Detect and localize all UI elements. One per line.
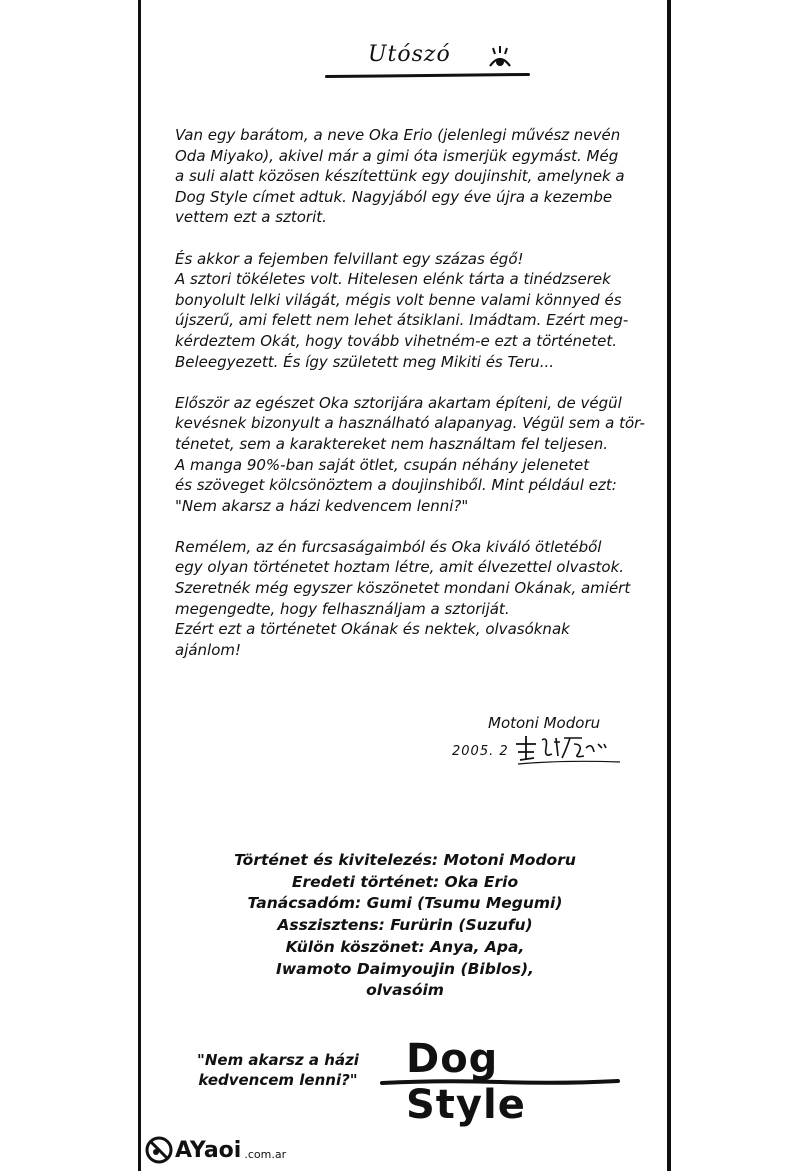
logo-brush-underline — [380, 1078, 620, 1086]
credits-line: Külön köszönet: Anya, Apa, — [285, 937, 525, 956]
credits-block — [205, 850, 605, 1002]
text-line: Van egy barátom, a neve Oka Erio (jelenlegi művész nevén — [175, 126, 621, 144]
text-line: egy olyan történetet hoztam létre, amit élvezettel olvastok. — [175, 558, 625, 577]
right-border-line — [667, 0, 671, 1171]
text-line: Szeretnék még egyszer köszönetet mondani Okának, amiért — [175, 579, 631, 598]
title-underline — [325, 73, 530, 78]
text-line: A manga 90%-ban saját ötlet, csupán néhány jelenetet — [175, 455, 590, 474]
text-line: ajánlom! — [175, 640, 242, 659]
text-line: Remélem, az én furcsaságaimból és Oka kiváló ötletéből — [175, 537, 602, 556]
tagline-quote — [188, 1050, 368, 1090]
text-line: Oda Miyako), akivel már a gimi óta ismerjük egymást. Még — [175, 146, 619, 165]
quote-line-2: kedvencem lenni?" — [198, 1071, 358, 1089]
text-line: Először az egészet Oka sztoriјára akartam építeni, de végül — [175, 393, 622, 412]
credits-line: Tanácsadóm: Gumi (Tsumu Megumi) — [247, 894, 563, 913]
text-line: Ezért ezt a történetet Okának és nektek, olvasóknak — [175, 620, 570, 639]
doodle-eye-icon — [487, 44, 513, 70]
paragraph-3 — [175, 393, 655, 517]
text-line: megengedte, hogy felhasználjam a sztoriját. — [175, 599, 510, 618]
text-line: ténetet, sem a karaktereket nem használtam fel teljesen. — [175, 434, 609, 453]
watermark-domain: .com.ar — [244, 1147, 287, 1161]
text-line: és szöveget kölcsönöztem a doujinshiből. Mint például ezt: — [175, 476, 617, 495]
paragraph-4 — [175, 537, 655, 661]
text-line: És akkor a fejemben felvillant egy százas égő! — [175, 249, 524, 268]
dog-style-logo — [380, 1030, 630, 1128]
text-line: bonyolult lelki világát, mégis volt benne valami könnyed és — [175, 290, 622, 309]
credits-line: olvasóim — [366, 981, 444, 1000]
text-line: kevésnek bizonyult a használható alapanyag. Végül sem a tör- — [175, 414, 645, 433]
credits-line: Iwamoto Daimyoujin (Biblos), — [276, 959, 534, 978]
left-border-line — [138, 0, 141, 1171]
text-line: A sztori tökéletes volt. Hitelesen elénk tárta a tinédzserek — [175, 270, 611, 289]
logo-text: Dog Style — [406, 1036, 526, 1128]
signature-date: 2005. 2 — [452, 744, 509, 759]
text-line: Dog Style címet adtuk. Nagyjából egy éve újra a kezembe — [175, 187, 613, 206]
text-line: a suli alatt közösen készítettünk egy doujinshit, amelynek a — [175, 167, 625, 186]
site-watermark — [145, 1135, 286, 1165]
credits-line: Eredeti történet: Oka Erio — [291, 872, 519, 891]
handwritten-signature — [512, 734, 624, 768]
text-line: "Nem akarsz a házi kedvencem lenni?" — [175, 496, 469, 515]
quote-line-1: "Nem akarsz a házi — [197, 1051, 359, 1069]
signature-name: Motoni Modoru — [488, 714, 601, 732]
afterword-body — [175, 125, 655, 681]
paragraph-2 — [175, 249, 655, 373]
paragraph-1 — [175, 125, 655, 228]
text-line: vettem ezt a sztorit. — [175, 208, 327, 227]
no-entry-icon — [145, 1136, 173, 1164]
text-line: Beleegyezett. És így született meg Mikiti és Teru... — [175, 352, 555, 371]
credits-line: Történet és kivitelezés: Motoni Modoru — [234, 851, 576, 869]
text-line: újszerű, ami felett nem lehet átsiklani. Imádtam. Ezért meg- — [175, 311, 629, 330]
watermark-brand: AYaoi — [175, 1137, 242, 1163]
page-title: Utószó — [368, 42, 451, 67]
credits-line: Asszisztens: Furürin (Suzufu) — [277, 916, 533, 935]
text-line: kérdeztem Okát, hogy tovább vihetném-e ezt a történetet. — [175, 331, 618, 350]
